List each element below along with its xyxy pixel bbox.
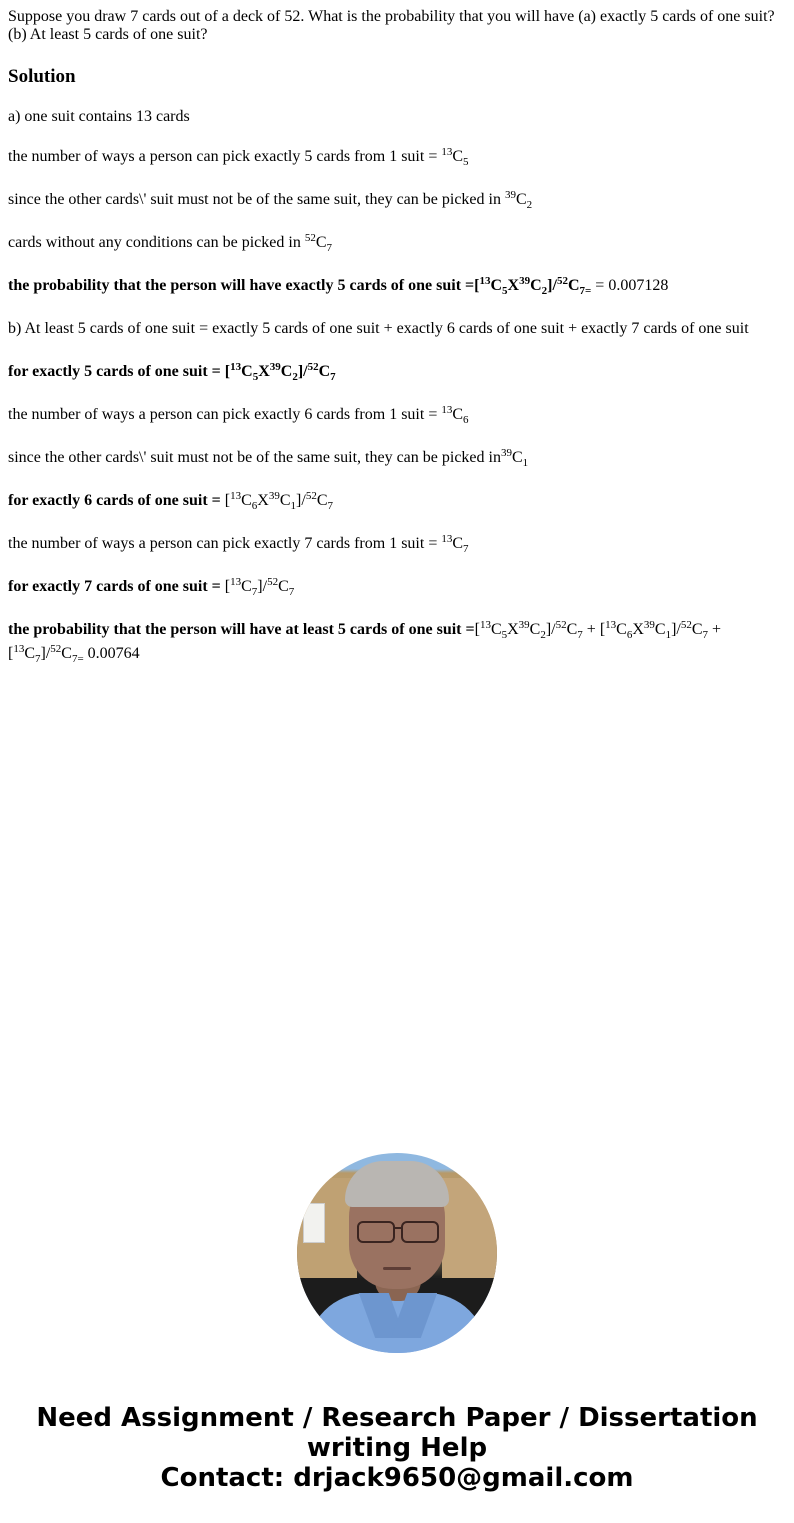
exact-7-formula-line: for exactly 7 cards of one suit = $[^{13}C_7]/^{52}C_7$ bbox=[8, 576, 295, 598]
banner-contact-line: Contact: drjack9650@gmail.com bbox=[160, 1463, 634, 1493]
mouth bbox=[383, 1267, 411, 1270]
prob-exact-5-line: the probability that the person will have exactly 5 cards of one suit $=[^{13}C_5X^{39}C_2]/^{52}C_{7=} = 0.007128$ bbox=[8, 275, 669, 297]
wall-switch bbox=[303, 1203, 325, 1243]
document-body bbox=[8, 8, 786, 685]
exact-5-formula-line: for exactly 5 cards of one suit = $[^{13}C_5X^{39}C_2]/^{52}C_7$ bbox=[8, 361, 336, 383]
hair bbox=[345, 1161, 449, 1207]
banner-line-1: Need Assignment / Research Paper / Dissertation bbox=[36, 1403, 758, 1433]
ways-6-line: the number of ways a person can pick exactly 6 cards from 1 suit = $^{13}C_6$ bbox=[8, 404, 469, 426]
part-b-intro: b) At least 5 cards of one suit = exactly 5 cards of one suit + exactly 6 cards of one suit + exactly 7 cards of one suit bbox=[8, 320, 749, 337]
ways-5-line: the number of ways a person can pick exactly 5 cards from 1 suit = $^{13}C_5$ bbox=[8, 146, 469, 168]
glasses-left-lens bbox=[357, 1221, 395, 1243]
author-avatar bbox=[297, 1153, 497, 1353]
banner-line-2: writing Help bbox=[306, 1433, 488, 1463]
other-cards-line-b: since the other cards\' suit must not be of the same suit, they can be picked $in^{39}C_1$ bbox=[8, 447, 529, 469]
question-text: Suppose you draw 7 cards out of a deck of 52. What is the probability that you will have (a) exactly 5 cards of one suit? (b) At least 5 cards of one suit? bbox=[8, 8, 775, 43]
exact-6-formula-line: for exactly 6 cards of one suit = $[^{13}C_6X^{39}C_1]/^{52}C_7$ bbox=[8, 490, 333, 512]
glasses-right-lens bbox=[401, 1221, 439, 1243]
part-a-intro: a) one suit contains 13 cards bbox=[8, 108, 190, 125]
no-condition-line: cards without any conditions can be picked in $^{52}C_7$ bbox=[8, 232, 332, 254]
other-cards-line-a: since the other cards\' suit must not be of the same suit, they can be picked in $^{39}C_2$ bbox=[8, 189, 533, 211]
glasses-bridge bbox=[393, 1227, 403, 1229]
solution-heading: Solution bbox=[8, 66, 76, 87]
contact-banner bbox=[0, 1403, 794, 1493]
background-wall-right bbox=[442, 1178, 497, 1288]
prob-at-least-5-line: the probability that the person will have at least 5 cards of one suit $=[^{13}C_5X^{39}C_2]/^{52}C_7 + [^{13}C_6X^{39}C_1]/^{52}C_7 + [^{13}C_7]/^{52}C_{7=}$ 0.00764 bbox=[8, 619, 722, 665]
ways-7-line: the number of ways a person can pick exactly 7 cards from 1 suit = $^{13}C_7$ bbox=[8, 533, 469, 555]
